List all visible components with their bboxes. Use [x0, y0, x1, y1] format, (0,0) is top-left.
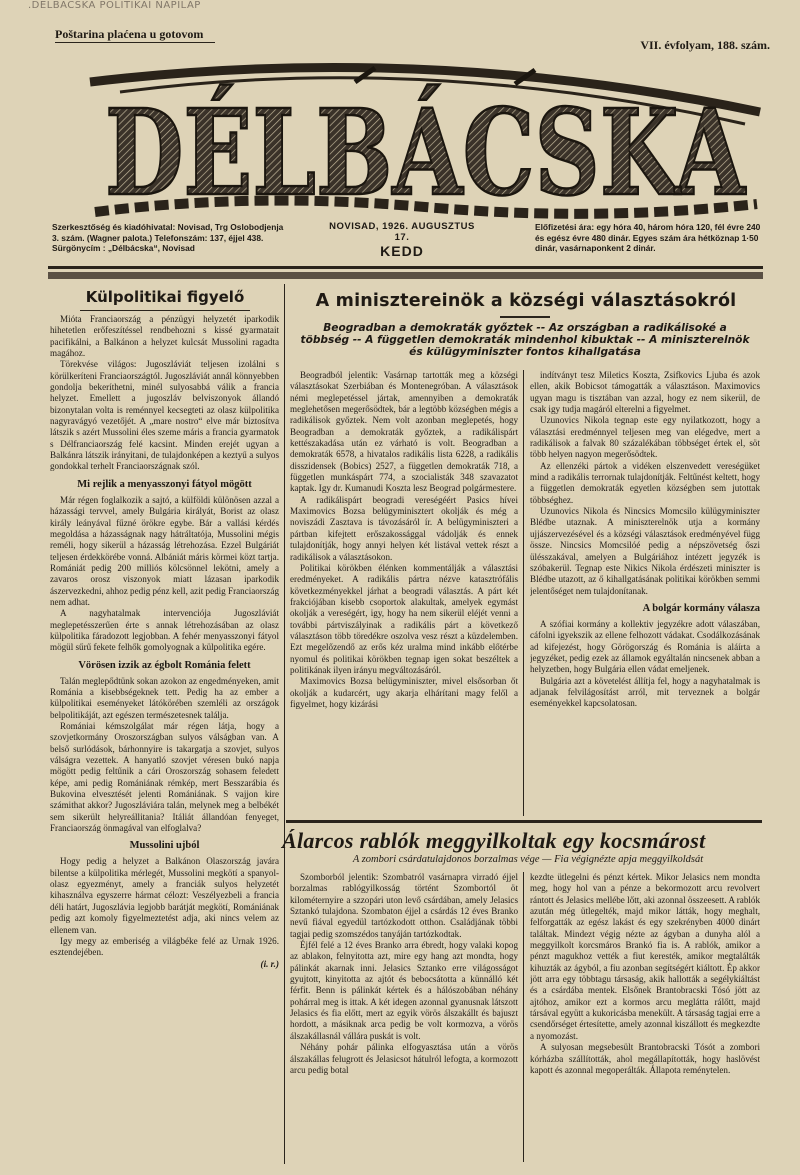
main-column-2	[530, 370, 760, 816]
paragraph: Szomborból jelentik: Szombatról vasárnapra virradó éjjel borzalmas rablógyilkosság történt Szombortól öt kilométernyire a szzopári uton levő csárdában, amely Jelasics Sztankó tulajdona. Szombaton éjjel a csárdás 12 éves Branko nevű fiával egyedül tartózkodott otthon. Családjának többi tagjai pedig szomszédos tanyáján tartózkodtak.	[290, 872, 518, 939]
foreign-policy-column	[50, 314, 279, 1162]
issue-day: KEDD	[380, 243, 424, 259]
subheading: Vörösen izzik az égbolt Románia felett	[78, 659, 251, 671]
robbery-column-2	[530, 872, 760, 1162]
postage-note: Poštarina plaćena u gotovom	[55, 27, 204, 41]
issue-date-box	[322, 222, 482, 257]
headline-ornament	[500, 316, 550, 318]
masthead-rule-2	[48, 272, 763, 279]
paragraph: Bulgária azt a követelést állítja fel, hogy a nagyhatalmak is adjanak felvilágosítást arról, mit terveznek a bolgár eseményekkel kapcsolatosan.	[530, 675, 760, 709]
paragraph: Az ellenzéki pártok a vidéken elszenvedett vereségüket mind a radikális terrornak tulajdonítják. Feltűnést keltett, hogy a független demokraták egyetlen községben sem jutottak többséghez.	[530, 460, 760, 505]
paragraph: A sulyosan megsebesült Brantobracski Tósót a zombori kórházba szállították, ahol megállapították, hogy haslövést kapott és azonnal megoperálták. Állapota reménytelen.	[530, 1042, 760, 1075]
top-rule	[55, 42, 215, 43]
paragraph: Maximovics Bozsa belügyminiszter, mivel elsősorban őt okolják a kudarcért, ugy akarja elhárítani magy felől a figyelmet, hogy kizárási	[290, 676, 518, 709]
main-headline: A minisztereinök a községi választásokról	[315, 291, 737, 311]
masthead-logo	[85, 52, 765, 227]
paragraph: Már régen foglalkozik a sajtó, a külföldi különösen azzal a házassági tervvel, amely Bulgária királyát, Borist az olasz király leányával fűzné örökre egybe. Bár a vallási kérdés megoldása a házasságnak nagy hátráltatója, Mussolini mégis reméli, hogy sikerül a házasság létrehozása. Ezzel Bulgáriát teljesen érdekkörébe vonná. Albániát máris körmei közt tartja. Romániát pedig 200 milliós kölcsönnel lekötni, amely a zavaros orosz viszonyok miatt lázasan iparkodik ászervezkedni, ahhoz pedig pénz kell, azit pedig Franciaország nem adhat.	[50, 494, 279, 607]
paragraph: Uzunovics Nikola tegnap este egy nyilatkozott, hogy a választási eredménnyel teljesen meg van elégedve, mert a radikálisok a falvak 80 százalékában többséget értek el, söt több helyen nagyon megerősödtek.	[530, 415, 760, 460]
masthead-rule-1	[48, 266, 763, 269]
paragraph: Uzunovics Nikola és Nincsics Momcsilo külügyminiszter Blédbe utaznak. A miniszterelnök utja a kormány ujjászervezésével és a községi választások eredményével függ össze. Nincsics Momcsilóé pedig a népszövetség őszi ülésszakával, amelyen a Bulgáriához intézett jegyzék is szóbakerül. Tegnap este Nikics Nikola érdészeti miniszter is Blédbe utazott, az ő kihallgatásának politikai körökben semmi jelentőséget nem tulajdonítanak.	[530, 506, 760, 596]
editorial-info: Szerkesztőség és kiadóhivatal: Novisad, Trg Oslobodjenja 3. szám. (Wagner palota.) Telefonszám: 137, éjjel 438. Sürgönycím : „Délbácska“, Novisad	[52, 222, 284, 253]
paragraph: Törekvése világos: Jugoszláviát teljesen izolálni s körülkeríteni Franciaországtól. Jugoszláviát annál könnyebben gondolja bekeríthetni, minél sulyosabbá válik a francia helyzet. Emellett a jugoszláv belviszonyok állandó bizonytalan volta is reménnyel kecsegteti az olasz külpolitika nagyravágyó vezetőjét. A „mare nostro“ elve már biztosítva látszik s azért Mussolini éles szeme máris a francia gyarmatok s Délfranciaország felé kacsint. Minden erejét ugyan a Balkánra látszik irányitani, de tulajdonképen a keztyű a sulyos gondokkal terhelt Franciaországnak szól.	[50, 359, 279, 472]
paragraph: A szófiai kormány a kollektiv jegyzékre adott válaszában, cáfolni igyekszik az ellene felhozott vádakat. Csodálkozásának ad kifejezést, hogy Görögország és Románia is aláírta a jegyzéket, pedig ezek az államok egyáltalán nincsenek abban a helyzetben, hogy Bulgária ellen vádat emeljenek.	[530, 618, 760, 675]
subheading: A bolgár kormány válasza	[642, 602, 760, 614]
subheading: Mussolini ujból	[129, 840, 200, 852]
left-title-rule	[80, 310, 250, 311]
main-deck: Beogradban a demokraták győztek -- Az országban a radikálisoké a többség -- A független demokraták mindenhol kibuktak -- A miniszterelnök és külügyminiszter fontos kihallgatása	[300, 322, 750, 359]
inner-divider	[523, 872, 524, 1162]
paragraph: kezdte ütlegelni és pénzt kértek. Mikor Jelasics nem mondta meg, hogy hol van a pénze a bekormozott arcu revolvert rántott és Jelasics mellébe lőtt, aki azonnal összeesett. A rablók azután még ütlegelték, majd mikor látták, hogy meghalt, felforgatták az egész lakást és egy szekrényben 4000 dinárt találtak. Mindezt végig nézte az ágyban a dunyha alól a meggyilkolt korcsmáros Brankó fia is. A rablók, amikor a pénzt magukhoz vették a fiut keresték, amikor megtalálták kihuzták az ágyból, a fiu azonban segítségért kiáltott. Ép akkor jött arra egy többtagu társaság, akik hallották a segélykiáltást és a csárdába mentek. Elsőnek Brantobracski Tósó jött az ajtóhoz, amikor ezt a kormos arcu meglátta rálőtt, majd társával együtt a kukoricásba menekült. A társaság tagjai erre a csendőrséget értesítette, amely azonnal kiszállott és megkezdte a nyomozást.	[530, 872, 760, 1041]
paragraph: Politikai körökben élénken kommentálják a választási eredményeket. A radikális pártra nézve katasztrófális következményekkel járhat a beogradi választás. A párt két frakciójában kisebb csoportok alakultak, amelyek egymást okolják a vereségért, igy, hogy ha nem sikerül eléjét venni a további pártviszályinak a radikális párt a következő választáson több töredékre oszolva vesz részt a küzdelemben. Ezt megelőzendő az erős kéz uralma mind inkább előtérbe nyomul és politikai körökben tegnap igen sokat beszéltek a politikának ilyen irányu megváltozásáról.	[290, 562, 518, 675]
archive-stamp: .DELBACSKA POLITIKAI NAPILAP	[28, 0, 201, 11]
paragraph: A radikálispárt beogradi vereségéért Pasics hívei Maximovics Bozsa belügyminisztert okolják és még a noviszádi Zasztava is távozásáról ír. A belügyminiszteri a pártban kifejtett erőszakossággal vádolják és ennek tulajdonítják, hogy annyi helyen két listával vettek részt a radikálisok a választásokon.	[290, 494, 518, 562]
paragraph: Talán meglepődtünk sokan azokon az engedményeken, amit Románia a kisebbségeknek tett. Pedig ha az ember a külpolitikai eseményeket látókörében szemléli az országok belpolitikáját, azt egészen természetesnek találja.	[50, 675, 279, 720]
author-signature: (i. r.)	[260, 958, 279, 969]
volume-number: VII. évfolyam, 188. szám.	[640, 38, 770, 52]
issue-date: NOVISAD, 1926. AUGUSZTUS 17.	[329, 221, 475, 243]
robbery-deck: A zombori csárdatulajdonos borzalmas vége — Fia végignézte apja meggyilkoldsát	[352, 854, 704, 865]
column-divider	[284, 284, 285, 1164]
main-column-1	[290, 370, 518, 816]
paragraph: A nagyhatalmak intervenciója Jugoszláviát meglepetésszerűen érte s annak létrehozásában az olasz külpolitika fáradozott legjobban. A fehér menyasszonyi fátyol mögül sűrű fekete felhők gomolyognak a külpolitika egére.	[50, 608, 279, 653]
masthead-title: DÉLBÁCSKA	[105, 83, 747, 222]
inner-divider	[523, 370, 524, 816]
paragraph: Mióta Franciaország a pénzügyi helyzetét iparkodik hihetetlen erőfeszítéssel rendbehozni s kissé gyarmatait pacifikálni, a Balkánon a helyzet kulcsát Mussolini ragadta magához.	[50, 314, 279, 359]
foreign-policy-heading: Külpolitikai figyelő	[85, 288, 245, 306]
paragraph: Hogy pedig a helyzet a Balkánon Olaszország javára bilentse a külpolitika mérlegét, Mussolini megkötí a spanyol-olasz egyezményt, amely a franciák sulyos helyzetét kihasználva egyszerre hármat célozt: Veszélyezbeli a francia déli határt, Jugoszlávia legjobb barátját megkötí, Romániának pedig azt komoly figyelmeztetést adja, aki nincs velem az ellenem van.	[50, 856, 279, 935]
robbery-column-1	[290, 872, 518, 1162]
subheading: Mi rejlik a menyasszonyi fátyol mögött	[77, 478, 252, 490]
subscription-info: Előfizetési ára: egy hóra 40, három hóra 120, fél évre 240 és egész évre 480 dinár. Egyes szám ára hétköznap 1·50 dinár, vasárnaponkent 2 dinár.	[535, 222, 761, 253]
paragraph: indítványt tesz Miletics Koszta, Zsifkovics Ljuba és azok ellen, akik Bobicsot támogatták a választáson. Maximovics ugyan magu is tisztában van azzal, hogy ez nem sikerül, de csak igy tudja magáról elterelni a figyelmet.	[530, 370, 760, 415]
paragraph: Romániai kémszolgálat már régen látja, hogy a szovjetkormány Oroszországban sulyos válságban van. A belső surlódások, bárhonnyire is takargatja a szovjet, sulyos válságra vezettek. A hanyatló szovjet véresen bukó napja mögött pedig feltűnik a cári Oroszország sohasem feledett képe, ami pedig Romániának rémkép, mert Besszarábia és Bukovina elvesztését jelenti Romániának. S vajjon kire számithat akkor? Jugoszláviára talán, melynek meg a belbékét sem sikerült helyreállitania? Itáliát állandóan fenyeget, Franciaország önmagával van elfoglalva?	[50, 721, 279, 834]
top-line	[55, 24, 770, 52]
paragraph: Éjfél felé a 12 éves Branko arra ébredt, hogy valaki kopog az ablakon, felnyitotta azt, mire egy hang azt mondta, hogy pálinkát akarnak inni. Jelasics Sztanko erre világosságot gyujtott, kinyitotta az ajtót és bebocsátotta a künnálló két férfit. Benn is pálinkát kértek és a hálószobában néhány pohárral meg is ittak. A két idegen azonnal gyanusnak látszott Jelasics és fia előtt, mert az egyik vörös álszakállt és bajuszt hordott, a másiknak arca pedig be volt kormozva, a vörös álszakállasnál vállára puskát is volt.	[290, 940, 518, 1041]
paragraph: Igy megy az emberiség a világbéke felé az Urnak 1926. esztendejében.	[50, 935, 279, 958]
robbery-headline: Álarcos rablók meggyilkoltak egy kocsmárost	[282, 828, 706, 853]
paragraph: Néhány pohár pálinka elfogyasztása után a vörös álszakállas felugrott és Jelasicsot hátulról lefogta, a kormozott arcu pedig botal	[290, 1042, 518, 1075]
section-rule	[286, 820, 762, 823]
paragraph: Beogradból jelentik: Vasárnap tartották meg a községi választásokat Szerbiában és Montenegróban. A választások némi meglepetéssel jártak, amennyiben a demokraták meglehetősen megerősödtek, bár a legtöbb községben mégis a radikálisok győztek. Nem volt azonban meglepetés, hogy Beogradban a demokraták győztek, a radikálispárt kettészakadása után ez várható is volt. Beogradban a demokraták 6578, a hivatalos radikális lista 6228, a radikális disszidensek (Bobics) 2527, a független demokraták 718, a független munkáspárt 774, a szocialisták 348 szavazatot kaptak. Igy dr. Kumanudi Koszta lesz Beograd polgármestere.	[290, 370, 518, 494]
